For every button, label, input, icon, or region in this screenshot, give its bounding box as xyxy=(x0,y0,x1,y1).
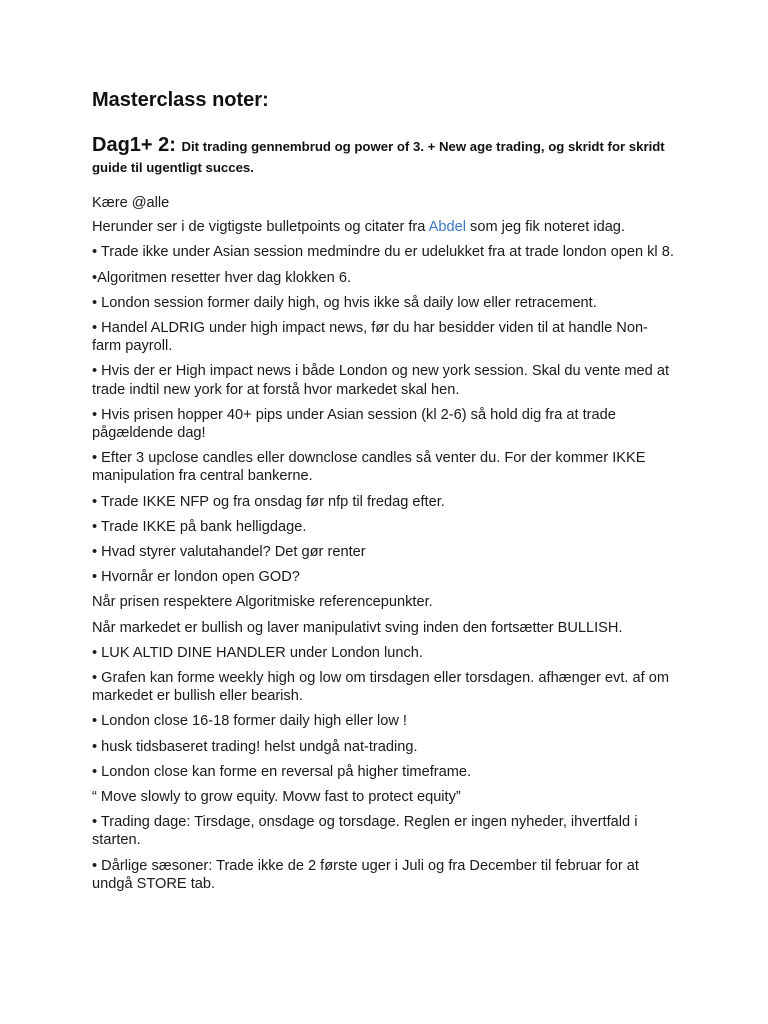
note-paragraph: • Dårlige sæsoner: Trade ikke de 2 første uger i Juli og fra December til februar for at undgå STORE tab. xyxy=(92,857,639,892)
note-paragraph: • London close 16-18 former daily high eller low ! xyxy=(92,713,407,730)
bullet-list xyxy=(92,243,674,893)
document-title: Masterclass noter: xyxy=(92,89,269,111)
section-heading-subtitle: Dit trading gennembrud og power of 3. + New age trading, og skridt for skridt guide til ugentligt succes. xyxy=(92,139,665,175)
section-heading-day: Dag1+ 2: xyxy=(92,134,182,156)
note-paragraph: “ Move slowly to grow equity. Movw fast to protect equity” xyxy=(92,789,461,806)
note-paragraph: • London close kan forme en reversal på higher timeframe. xyxy=(92,763,472,780)
note-paragraph: • London session former daily high, og hvis ikke så daily low eller retracement. xyxy=(92,294,597,311)
note-paragraph: • Handel ALDRIG under high impact news, før du har besidder viden til at handle Non-farm payroll. xyxy=(92,320,648,355)
note-paragraph: •Algoritmen resetter hver dag klokken 6. xyxy=(92,269,352,286)
note-paragraph: • Trading dage: Tirsdage, onsdage og torsdage. Reglen er ingen nyheder, ihvertfald i starten. xyxy=(92,814,638,849)
note-paragraph: Når prisen respektere Algoritmiske referencepunkter. xyxy=(92,594,433,611)
note-paragraph: • Trade ikke under Asian session medmindre du er udelukket fra at trade london open kl 8. xyxy=(92,244,674,261)
notes-body xyxy=(92,194,674,893)
note-paragraph: Når markedet er bullish og laver manipulativt sving inden den fortsætter BULLISH. xyxy=(92,619,623,636)
note-paragraph: • Trade IKKE på bank helligdage. xyxy=(92,518,307,535)
note-paragraph: • Hvis der er High impact news i både London og new york session. Skal du vente med at trade indtil new york for at forstå hvor markedet skal hen. xyxy=(92,363,670,398)
intro-before: Herunder ser i de vigtigste bulletpoints og citater fra xyxy=(92,219,429,236)
section-heading xyxy=(92,135,672,178)
note-paragraph: • Grafen kan forme weekly high og low om tirsdagen eller torsdagen. afhænger evt. af om markedet er bullish eller bearish. xyxy=(92,670,669,705)
intro-after: som jeg fik noteret idag. xyxy=(465,219,625,236)
note-paragraph: • Efter 3 upclose candles eller downclose candles så venter du. For der kommer IKKE manipulation fra central bankerne. xyxy=(92,450,646,485)
note-paragraph: • Hvornår er london open GOD? xyxy=(92,569,300,586)
intro-text xyxy=(92,218,674,236)
note-paragraph: • Hvis prisen hopper 40+ pips under Asian session (kl 2-6) så hold dig fra at trade pågældende dag! xyxy=(92,406,616,442)
note-paragraph: • Trade IKKE NFP og fra onsdag før nfp til fredag efter. xyxy=(92,493,445,510)
note-paragraph: • LUK ALTID DINE HANDLER under London lunch. xyxy=(92,644,423,661)
abdel-link[interactable]: Abdel xyxy=(428,219,466,236)
greeting-text: Kære @alle xyxy=(92,195,170,211)
note-paragraph: • Hvad styrer valutahandel? Det gør renter xyxy=(92,544,366,561)
note-paragraph: • husk tidsbaseret trading! helst undgå nat-trading. xyxy=(92,738,418,755)
